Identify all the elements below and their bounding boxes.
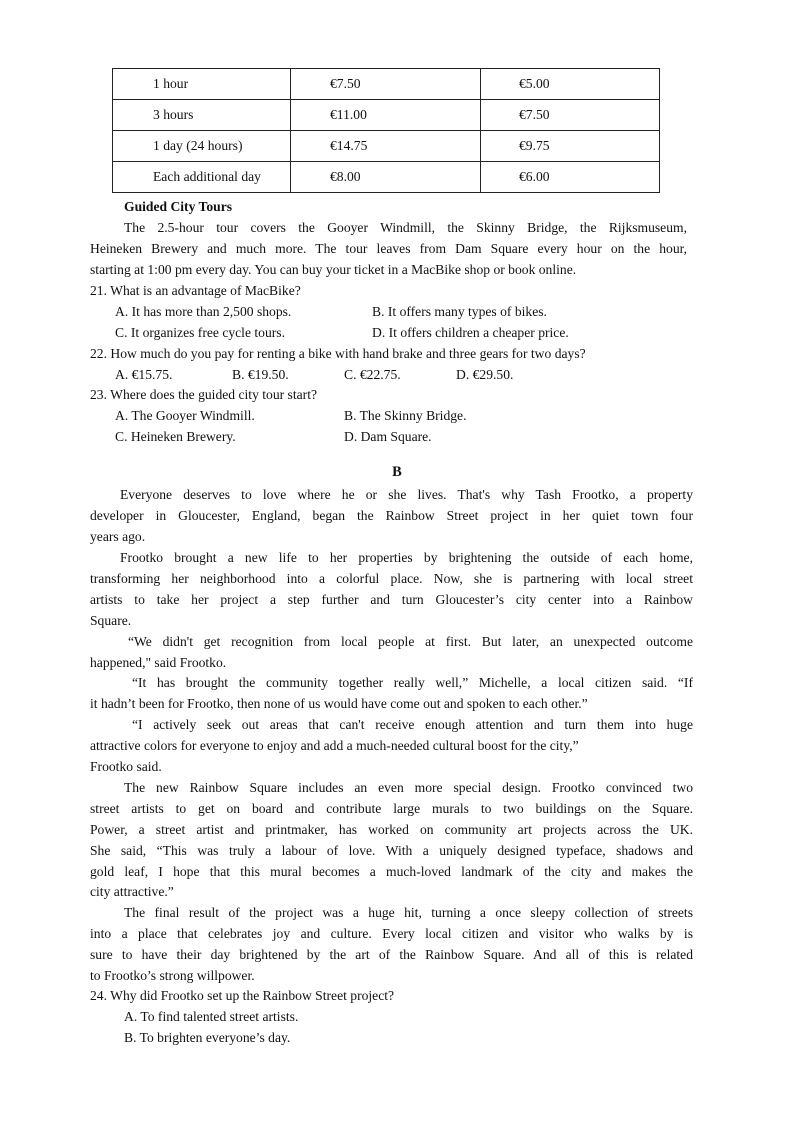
passage-line: city attractive.”	[90, 884, 174, 899]
passage-line: years ago.	[90, 529, 146, 544]
passage-line: to Frootko’s strong willpower.	[90, 968, 255, 983]
passage-line: The new Rainbow Square includes an even more special design. Frootko convinced two	[124, 780, 693, 795]
price-row	[113, 162, 660, 193]
price-row	[113, 131, 660, 162]
duration-cell: 1 hour	[113, 69, 291, 100]
passage-line: gold leaf, I hope that this mural becomes a much-loved landmark of the city and makes the	[90, 864, 693, 879]
passage-line: transforming her neighborhood into a colorful place. Now, she is partnering with local street	[90, 571, 693, 586]
question-option: C. It organizes free cycle tours.	[115, 325, 285, 340]
question-option: A. The Gooyer Windmill.	[115, 408, 255, 423]
question-stem: 21. What is an advantage of MacBike?	[90, 283, 301, 298]
guided-line: Heineken Brewery and much more. The tour leaves from Dam Square every hour on the hour,	[90, 241, 687, 256]
passage-line: Frootko brought a new life to her properties by brightening the outside of each home,	[120, 550, 693, 565]
price-cell: €9.75	[481, 131, 660, 162]
question-option: C. Heineken Brewery.	[115, 429, 236, 444]
guided-line: starting at 1:00 pm every day. You can buy your ticket in a MacBike shop or book online.	[90, 262, 577, 277]
price-cell: €7.50	[481, 100, 660, 131]
duration-cell: Each additional day	[113, 162, 291, 193]
section-heading: B	[392, 464, 402, 480]
question-option: A. €15.75.	[115, 367, 173, 382]
passage-line: it hadn’t been for Frootko, then none of us would have come out and spoken to each other.”	[90, 696, 588, 711]
passage-line: sure to have their day brightened by the art of the Rainbow Square. And all of this is related	[90, 947, 693, 962]
price-cell: €7.50	[291, 69, 481, 100]
passage-line: street artists to get on board and contribute large murals to two buildings on the Square.	[90, 801, 693, 816]
question-option: B. The Skinny Bridge.	[344, 408, 467, 423]
passage-line: Everyone deserves to love where he or she lives. That's why Tash Frootko, a property	[120, 487, 693, 502]
question-stem: 22. How much do you pay for renting a bike with hand brake and three gears for two days?	[90, 346, 586, 361]
passage-line: “It has brought the community together really well,” Michelle, a local citizen said. “If	[132, 675, 693, 690]
passage-line: into a place that celebrates joy and culture. Every local citizen and visitor who walks by is	[90, 926, 693, 941]
passage-line: “I actively seek out areas that can't receive enough attention and turn them into huge	[132, 717, 693, 732]
price-cell: €5.00	[481, 69, 660, 100]
price-row	[113, 100, 660, 131]
passage-line: Square.	[90, 613, 132, 628]
passage-line: Frootko said.	[90, 759, 162, 774]
passage-line: artists to take her project a step further and turn Gloucester’s city center into a Rainbow	[90, 592, 693, 607]
price-cell: €8.00	[291, 162, 481, 193]
duration-cell: 3 hours	[113, 100, 291, 131]
question-option: A. It has more than 2,500 shops.	[115, 304, 292, 319]
question-option: D. €29.50.	[456, 367, 514, 382]
guided-line: The 2.5-hour tour covers the Gooyer Windmill, the Skinny Bridge, the Rijksmuseum,	[124, 220, 687, 235]
price-cell: €11.00	[291, 100, 481, 131]
question-option: D. Dam Square.	[344, 429, 432, 444]
question-option: D. It offers children a cheaper price.	[372, 325, 569, 340]
passage-line: happened," said Frootko.	[90, 655, 227, 670]
passage-line: attractive colors for everyone to enjoy and add a much-needed cultural boost for the city,”	[90, 738, 579, 753]
price-cell: €6.00	[481, 162, 660, 193]
question-option: B. €19.50.	[232, 367, 289, 382]
passage-line: “We didn't get recognition from local people at first. But later, an unexpected outcome	[128, 634, 693, 649]
guided-heading: Guided City Tours	[124, 199, 233, 214]
passage-line: Power, a street artist and printmaker, has worked on community art projects across the UK.	[90, 822, 693, 837]
passage-line: The final result of the project was a huge hit, turning a once sleepy collection of streets	[124, 905, 693, 920]
question-option: A. To find talented street artists.	[124, 1009, 299, 1024]
price-cell: €14.75	[291, 131, 481, 162]
passage-line: developer in Gloucester, England, began the Rainbow Street project in her quiet town four	[90, 508, 693, 523]
price-table	[112, 68, 660, 193]
price-row	[113, 69, 660, 100]
passage-line: She said, “This was truly a labour of love. With a uniquely designed typeface, shadows and	[90, 843, 693, 858]
question-option: B. It offers many types of bikes.	[372, 304, 547, 319]
duration-cell: 1 day (24 hours)	[113, 131, 291, 162]
question-stem: 24. Why did Frootko set up the Rainbow Street project?	[90, 988, 395, 1003]
question-option: C. €22.75.	[344, 367, 401, 382]
question-stem: 23. Where does the guided city tour start?	[90, 387, 317, 402]
question-option: B. To brighten everyone’s day.	[124, 1030, 291, 1045]
